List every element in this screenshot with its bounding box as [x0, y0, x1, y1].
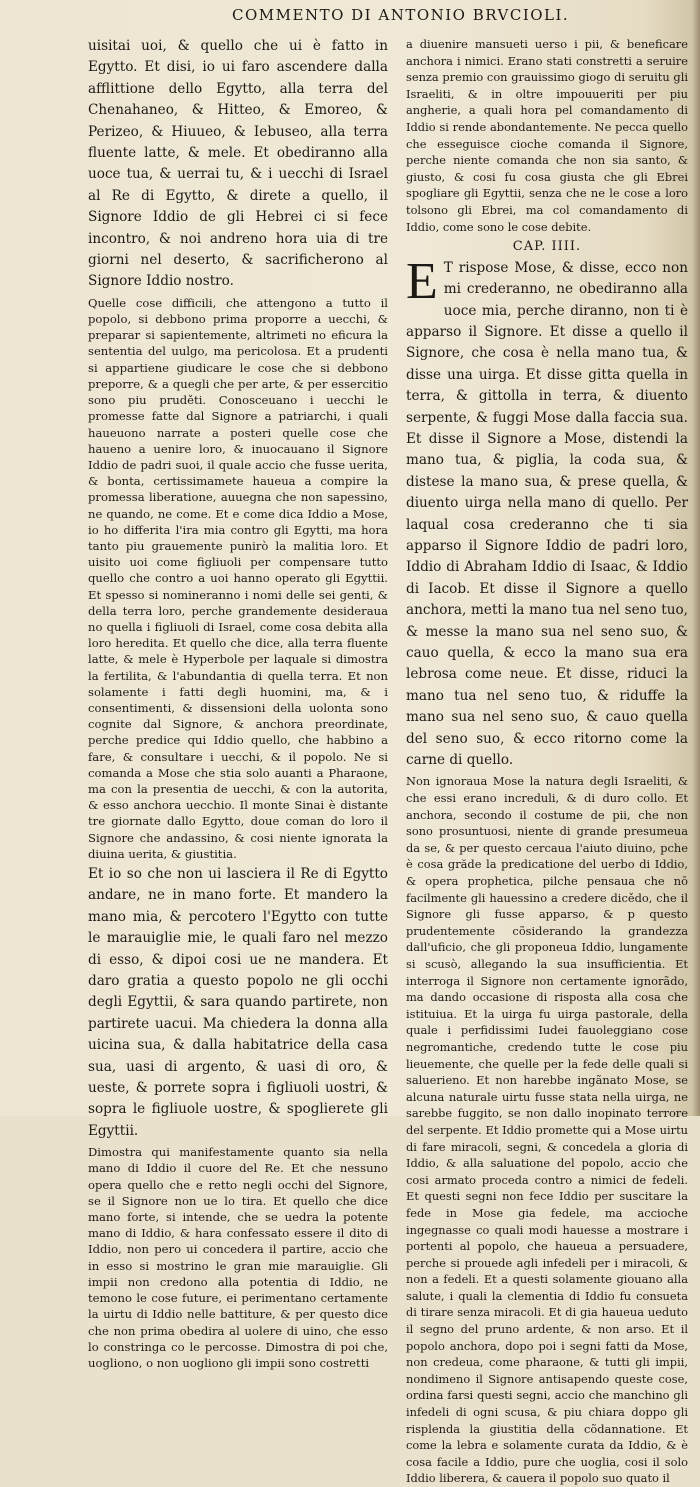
- chapter-heading: CAP. IIII.: [512, 239, 582, 255]
- scripture-passage-3: [406, 252, 688, 772]
- right-column: [406, 36, 688, 1486]
- left-column: [88, 36, 388, 1370]
- commentary-passage-2: Dimostra qui manifestamente quanto sia nella mano di Iddio il cuore del Re. Et che nessuno opera quello che e retto negli occhi del Signore, se il Signore non ue lo tira. Et quello che dice mano forte, si intende, che se uedra la potente mano di Iddio, & hara confessato essere il dito di Iddio, non pero ui concedera il partire, accio che in esso si mostrino le gran mie marauiglie. Gli impii non credono alla potentia di Iddio, ne temono le cose future, ei perimentano certamente la uirtu di Iddio nelle battiture, & per questo dice che non prima obedira al uolere di uino, che esso lo constringa co le percosse. Dimostra di poi che, uogliono, o non uogliono gli impii sono costretti: [88, 1145, 388, 1370]
- running-head: COMMENTO DI ANTONIO BRVCIOLI.: [232, 6, 570, 24]
- commentary-passage-3: Non ignoraua Mose la natura degli Israeliti, & che essi erano increduli, & di duro collo. Et anchora, secondo il costume de pii, che non sono prosuntuosi, niente di grande presumeua da se, & per questo cercaua l'aiuto diuino, pche è cosa grăde la predicatione del uerbo di Iddio, & opera prophetica, pilche pensaua che nō facilmente gli hauessino a credere dicědo, che il Signore gli fusse apparso, & p questo prudentemente cõsiderando la grandezza dall'uficio, che gli proponeua Iddio, lungamente si scusò, allegando la sua insufficientia. Et interroga il Signore non certamente ignorãdo, ma dando occasione di risposta alla cosa che istituiua. Et la uirga fu uirga pastorale, della quale i perfidissimi Iudei fauoleggiano cose negromantiche, credendo tutte le cose piu lieuemente, che quelle per la fede delle quali si saluerieno. Et non harebbe ingãnato Mose, se alcuna naturale uirtu fusse stata nella uirga, ne sarebbe fuggito, se non dallo inopinato terrore del serpente. Et Iddio promette qui a Mose uirtu di fare miracoli, segni, & concedela a gloria di Iddio, & alla saluatione del popolo, accio che cosi armato proceda contro a nimici de fedeli. Et questi segni non fece Iddio per suscitare la fede in Mose gia fedele, ma accioche ingegnasse co quali modi hauesse a mostrare i portenti al popolo, che haueua a persuadere, perche si prouede agli infedeli per i miracoli, & non a fedeli. Et a questi solamente giouano alla salute, i quali la clementia di Iddio fu consueta di tirare senza miracoli. Et di gia haueua ueduto il segno del pruno ardente, & non arso. Et il popolo anchora, dopo poi i segni fatti da Mose, non credeua, come pharaone, & tutti gli impii, nondimeno il Signore antisapendo queste cose, ordina farsi questi segni, accio che manchino gli infedeli di ogni scusa, & piu chiara doppo gli risplenda la giustitia della cõdannatione. Et come la lebra e solamente curata da Iddio, & è cosa facile a Iddio, pure che uoglia, cosi il solo Iddio liberera, & cauera il popolo suo quato il: [406, 774, 688, 1486]
- scripture-passage-3-text: T rispose Mose, & disse, ecco non mi crederanno, ne obediranno alla uoce mia, perche diranno, non ti è apparso il Signore. Et disse a quello il Signore, che cosa è nella mano tua, & disse una uirga. Et disse gitta quella in terra, & gittolla in terra, & diuento serpente, & fuggi Mose dalla faccia sua. Et disse il Signore a Mose, distendi la mano tua, & piglia, la coda sua, & distese la mano sua, & prese quella, & diuento uirga nella mano di quello. Per laqual cosa crederanno che ti sia apparso il Signore Iddio de padri loro, Iddio di Abraham Iddio di Isaac, & Iddio di Iacob. Et disse il Signore a quello anchora, metti la mano tua nel seno tuo, & messe la mano sua nel seno suo, & cauo quella, & ecco la mano sua era lebrosa come neue. Et disse, riduci la mano tua nel seno tuo, & riduffe la mano sua nel seno suo, & cauo quella del seno suo, & ecco ritorno come la carne di quello.: [406, 259, 688, 769]
- drop-cap: E: [406, 252, 438, 310]
- scripture-passage-2: Et io so che non ui lasciera il Re di Egytto andare, ne in mano forte. Et mandero la mano mia, & percotero l'Egytto con tutte le marauiglie mie, le quali faro nel mezzo di esso, & dipoi cosi ue ne mandera. Et daro gratia a questo popolo ne gli occhi degli Egyttii, & sara quando partirete, non partirete uacui. Ma chiedera la donna alla uicina sua, & dalla habitatrice della casa sua, uasi di argento, & uasi di oro, & ueste, & porrete sopra i figliuoli uostri, & sopra le figliuole uostre, & spoglierete gli Egyttii.: [88, 865, 388, 1139]
- commentary-continuation: a diuenire mansueti uerso i pii, & beneficare anchora i nimici. Erano stati constretti a seruire senza premio con grauissimo giogo di seruitu gli Israeliti, & in oltre impouueriti per piu angherie, a quali hora pel comandamento di Iddio si rende abondantemente. Ne pecca quello che esseguisce cioche comanda il Signore, perche niente comanda che non sia santo, & giusto, & cosi fu cosa giusta che gli Ebrei spogliare gli Egyttii, senza che ne le cose a loro tolsono gli Ebrei, ma col comandamento di Iddio, come sono le cose debite.: [406, 37, 688, 234]
- page-edge-shadow: [692, 0, 700, 1116]
- commentary-passage-1: Quelle cose difficili, che attengono a tutto il popolo, si debbono prima proporre a uecchi, & preparar si sapientemente, altrimeti no eficura la sententia del uulgo, ma pericolosa. Et a prudenti si appartiene giudicare le cose che si debbono preporre, & a quegli che per arte, & per essercitio sono piu pruděti. Conosceuano i uecchi le promesse fatte dal Signore a patriarchi, i quali haueuono narrate a posteri quelle cose che haueno a uenire loro, & inuocauano il Signore Iddio de padri suoi, il quale accio che fusse uerita, & bonta, certissimamete haueua a compire la promessa liberatione, auuegna che non sapessino, ne quando, ne come. Et e come dica Iddio a Mose, io ho differita l'ira mia contro gli Egytti, ma hora tanto piu grauemente punirò la malitia loro. Et uisito uoi come figliuoli per compensare tutto quello che contro a uoi hanno operato gli Egyttii. Et spesso si nomineranno i nomi delle sei genti, & della terra loro, perche grandemente desideraua no quella i figliuoli di Israel, come cosa debita alla loro heredita. Et quello che dice, alla terra fluente latte, & mele è Hyperbole per laquale si dimostra la fertilita, & l'abundantia di quella terra. Et non solamente i fatti degli huomini, ma, & i consentimenti, & dissensioni della uolonta sono cognite dal Signore, & anchora preordinate, perche predice qui Iddio quello, che habbino a fare, & consultare i uecchi, & il popolo. Ne si comanda a Mose che stia solo auanti a Pharaone, ma con la presentia de uecchi, & con la autorita, & esso anchora uecchio. Il monte Sinai è distante tre giornate dallo Egytto, doue coman do loro il Signore che andassino, & cosi niente ignorata la diuina uerita, & giustitia.: [88, 295, 388, 861]
- scripture-passage-1: uisitai uoi, & quello che ui è fatto in Egytto. Et disi, io ui faro ascendere dalla afflittione dello Egytto, alla terra del Chenahaneo, & Hitteo, & Emoreo, & Perizeo, & Hiuueo, & Iebuseo, alla terra fluente latte, & mele. Et obediranno alla uoce tua, & uerrai tu, & i uecchi di Israel al Re di Egytto, & direte a quello, il Signore Iddio de gli Hebrei ci si fece incontro, & noi andreno hora uia di tre giorni nel deserto, & sacrificherono al Signore Iddio nostro.: [88, 38, 388, 290]
